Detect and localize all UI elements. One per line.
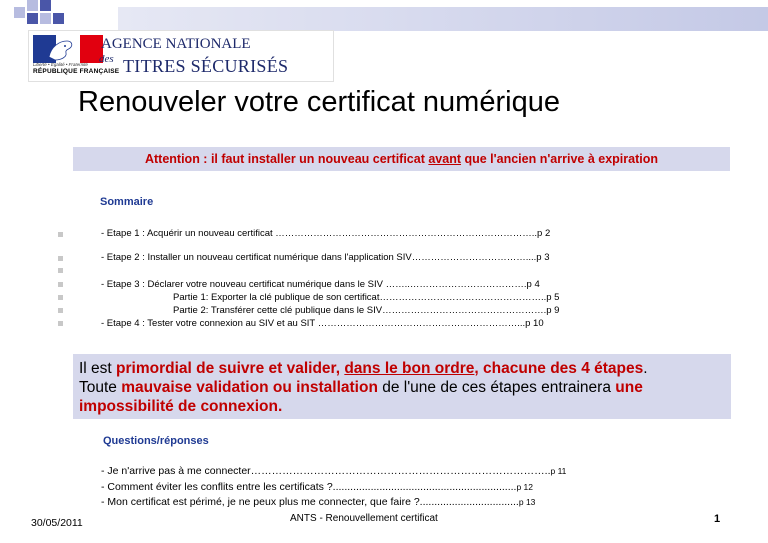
toc-item-etape-4[interactable]: - Etape 4 : Tester votre connexion au SIV et au SIT ………………………………………………………...p 10 <box>101 318 544 329</box>
warning-text: . <box>643 360 648 377</box>
attention-text-1: Attention : il faut installer un nouveau certificat <box>144 152 429 166</box>
warning-emphasis: , chacune des 4 étapes <box>474 360 644 377</box>
faq-page: p 11 <box>550 466 567 476</box>
toc-item-etape-3[interactable]: - Etape 3 : Déclarer votre nouveau certificat numérique dans le SIV ……..……………………………….p 4 <box>101 279 540 290</box>
faq-item[interactable] <box>101 496 535 508</box>
attention-text-2: que l'ancien n'arrive à expiration <box>461 152 659 166</box>
sommaire-heading: Sommaire <box>100 196 154 208</box>
page-title: Renouveler votre certificat numérique <box>78 86 560 118</box>
logo-agency-des: des <box>99 53 114 65</box>
deco-square-6 <box>53 13 64 24</box>
ants-logo <box>28 30 334 82</box>
footer-title: ANTS - Renouvellement certificat <box>290 513 438 524</box>
warning-emphasis: une impossibilité de connexion. <box>79 379 643 415</box>
page-number: 1 <box>714 513 721 525</box>
faq-question: - Comment éviter les conflits entre les certificats ?............................................................... <box>101 481 517 493</box>
warning-text: Il est <box>79 360 117 377</box>
faq-item[interactable] <box>101 465 566 477</box>
logo-agency-line2: TITRES SÉCURISÉS <box>123 56 289 76</box>
bullet-icon <box>58 268 63 273</box>
toc-item-partie-2[interactable]: Partie 2: Transférer cette clé publique dans le SIV…………………………………………….p 9 <box>173 305 560 316</box>
toc-item-etape-2[interactable]: - Etape 2 : Installer un nouveau certificat numérique dans l'application SIV………………………………....p 3 <box>101 252 550 263</box>
bullet-icon <box>58 295 63 300</box>
bullet-icon <box>58 232 63 237</box>
warning-box <box>73 354 731 419</box>
deco-square-1 <box>27 0 38 11</box>
faq-question: - Mon certificat est périmé, je ne peux plus me connecter, que faire ?.................................. <box>101 496 519 508</box>
attention-banner <box>73 147 730 171</box>
attention-underlined: avant <box>428 152 462 166</box>
bullet-icon <box>58 282 63 287</box>
faq-heading: Questions/réponses <box>103 435 209 447</box>
warning-emphasis-underlined: dans le bon ordre <box>344 360 475 377</box>
deco-square-2 <box>40 0 51 11</box>
warning-text: Toute <box>79 379 122 396</box>
warning-text: de l'une de ces étapes entrainera <box>377 379 616 396</box>
faq-question: - Je n'arrive pas à me connecter………………………………………………………………………….. <box>101 465 551 477</box>
deco-square-5 <box>40 13 51 24</box>
faq-page: p 12 <box>516 482 533 492</box>
deco-square-3 <box>14 7 25 18</box>
faq-page: p 13 <box>518 497 536 507</box>
footer-date: 30/05/2011 <box>31 517 83 529</box>
warning-emphasis: mauvaise validation ou installation <box>121 379 378 396</box>
bullet-icon <box>58 308 63 313</box>
faq-item[interactable] <box>101 481 533 493</box>
toc-item-partie-1[interactable]: Partie 1: Exporter la clé publique de son certificat……………………………………………..p 5 <box>173 292 560 303</box>
bullet-icon <box>58 256 63 261</box>
logo-republic: RÉPUBLIQUE FRANÇAISE <box>33 68 120 75</box>
warning-emphasis: primordial de suivre et valider, <box>116 360 345 377</box>
logo-motto: Liberté • Égalité • Fraternité <box>33 62 88 67</box>
deco-square-4 <box>27 13 38 24</box>
toc-item-etape-1[interactable]: - Etape 1 : Acquérir un nouveau certificat ………………………………………………………………………..p 2 <box>101 228 551 239</box>
marianne-flag-icon <box>33 35 103 63</box>
bullet-icon <box>58 321 63 326</box>
logo-agency-line1: AGENCE NATIONALE <box>101 36 251 52</box>
top-bar <box>118 7 768 31</box>
